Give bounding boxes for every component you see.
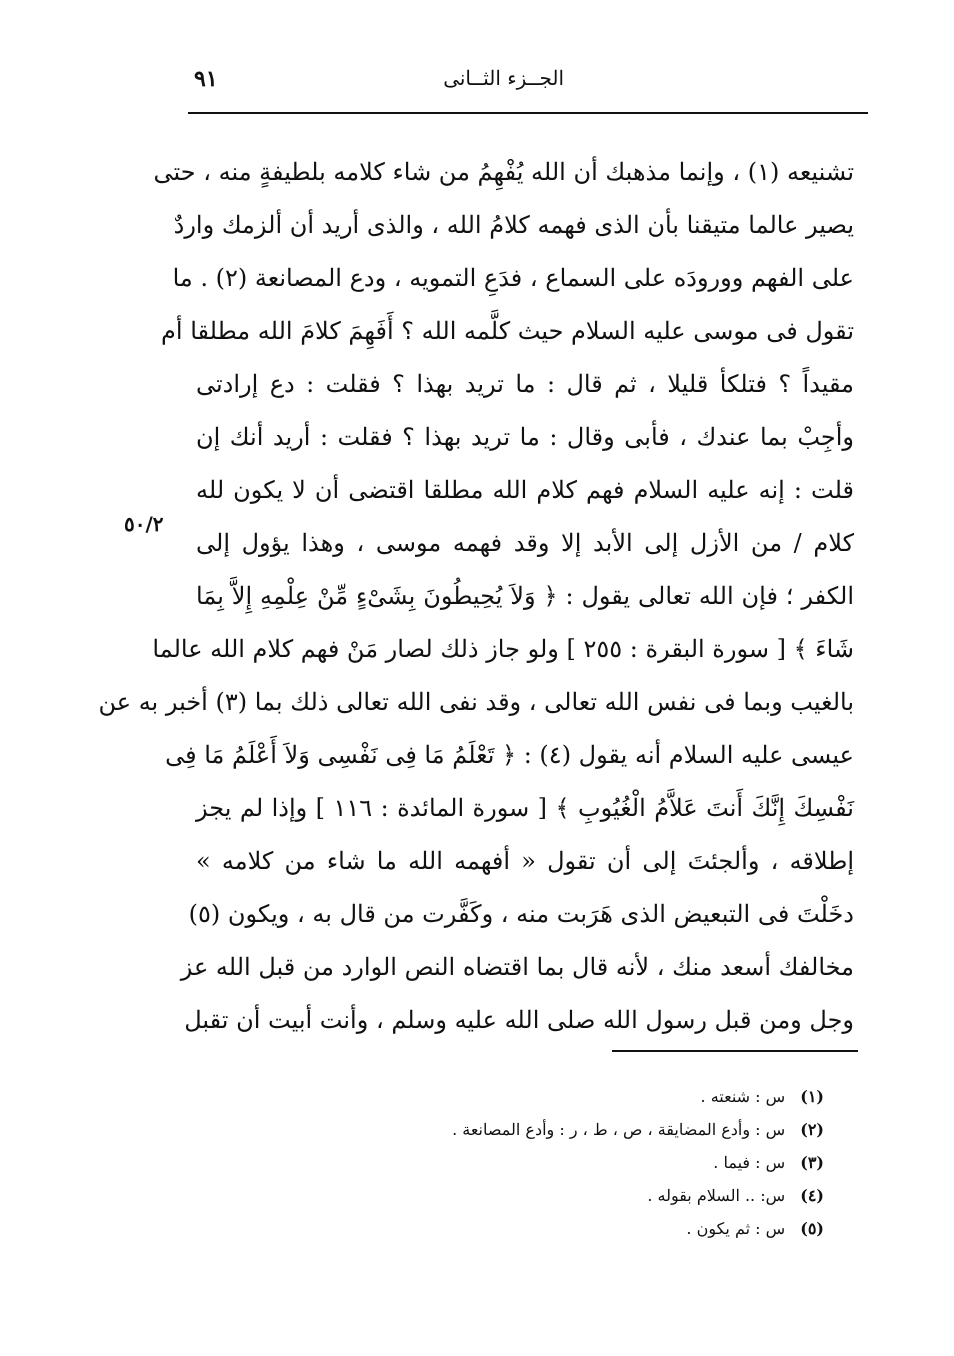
text-line: يصير عالما متيقنا بأن الذى فهمه كلامُ الله ، والذى أريد أن ألزمك واردٌ <box>173 211 854 239</box>
text-line: تشنيعه (١) ، وإنما مذهبك أن الله يُفْهِمُ من شاء كلامه بلطيفةٍ منه ، حتى <box>153 158 854 186</box>
footnote-text: س : فيما . <box>713 1153 786 1172</box>
text-line: على الفهم وورودَه على السماع ، فدَعِ التمويه ، ودع المصانعة (٢) . ما <box>172 264 854 292</box>
text-line: شَاءَ ﴾ [ سورة البقرة : ٢٥٥ ] ولو جاز ذلك لصار مَنْ فهم كلام الله عالما <box>152 635 854 663</box>
text-line: وجل ومن قبل رسول الله صلى الله عليه وسلم ، وأنت أبيت أن تقبل <box>184 1006 854 1034</box>
footnote-mark: (١) <box>800 1087 824 1106</box>
footnote-text: س : ثم يكون . <box>686 1219 786 1238</box>
text-line: الكفر ؛ فإن الله تعالى يقول : ﴿ وَلاَ يُحِيطُونَ بِشَىْءٍ مِّنْ عِلْمِهِ إِلاَّ بِمَا <box>196 582 854 610</box>
text-line: مخالفك أسعد منك ، لأنه قال بما اقتضاه النص الوارد من قبل الله عز <box>180 953 854 981</box>
text-line: وأجِبْ بما عندك ، فأبى وقال : ما تريد بهذا ؟ فقلت : أريد أنك إن <box>196 423 854 451</box>
text-line: عيسى عليه السلام أنه يقول (٤) : ﴿ تَعْلَمُ مَا فِى نَفْسِى وَلاَ أَعْلَمُ مَا فِى <box>165 741 854 769</box>
page-number: ٩١ <box>194 66 218 92</box>
text-line: مقيداً ؟ فتلكأ قليلا ، ثم قال : ما تريد بهذا ؟ فقلت : دع إرادتى <box>196 370 854 398</box>
footnote-mark: (٢) <box>800 1120 824 1139</box>
text-line: إطلاقه ، وألجئتَ إلى أن تقول « أفهمه الله ما شاء من كلامه » <box>196 847 854 875</box>
running-title: الجــزء الثــانى <box>443 66 564 90</box>
page-header <box>190 66 864 106</box>
text-line: بالغيب وبما فى نفس الله تعالى ، وقد نفى الله تعالى ذلك بما (٣) أخبر به عن <box>98 688 854 716</box>
footnotes <box>452 1080 824 1245</box>
footnote <box>452 1113 824 1146</box>
text-line: تقول فى موسى عليه السلام حيث كلَّمه الله ؟ أَفَهِمَ كلامَ الله مطلقا أم <box>161 317 854 345</box>
margin-reference: ٥٠/٢ <box>124 512 164 536</box>
footnote <box>452 1080 824 1113</box>
footnote <box>452 1179 824 1212</box>
footnote <box>452 1212 824 1245</box>
footnote-text: س: .. السلام بقوله . <box>647 1186 786 1205</box>
footnote-divider <box>612 1050 858 1052</box>
footnote-text: س : وأدع المضايقة ، ص ، ط ، ر : وأدع المصانعة . <box>452 1120 786 1139</box>
footnote-mark: (٥) <box>800 1219 824 1238</box>
footnote <box>452 1146 824 1179</box>
footnote-mark: (٣) <box>800 1153 824 1172</box>
footnote-text: س : شنعته . <box>700 1087 786 1106</box>
text-line: دخَلْتَ فى التبعيض الذى هَرَبت منه ، وكَفَّرت من قال به ، ويكون (٥) <box>188 900 854 928</box>
text-line: نَفْسِكَ إِنَّكَ أَنتَ عَلاَّمُ الْغُيُوبِ ﴾ [ سورة المائدة : ١١٦ ] وإذا لم يجز <box>196 794 854 822</box>
footnote-mark: (٤) <box>800 1186 824 1205</box>
text-line: قلت : إنه عليه السلام فهم كلام الله مطلقا اقتضى أن لا يكون لله <box>196 476 854 504</box>
text-line: كلام / من الأزل إلى الأبد إلا وقد فهمه موسى ، وهذا يؤول إلى <box>196 529 854 557</box>
header-divider <box>188 112 868 114</box>
